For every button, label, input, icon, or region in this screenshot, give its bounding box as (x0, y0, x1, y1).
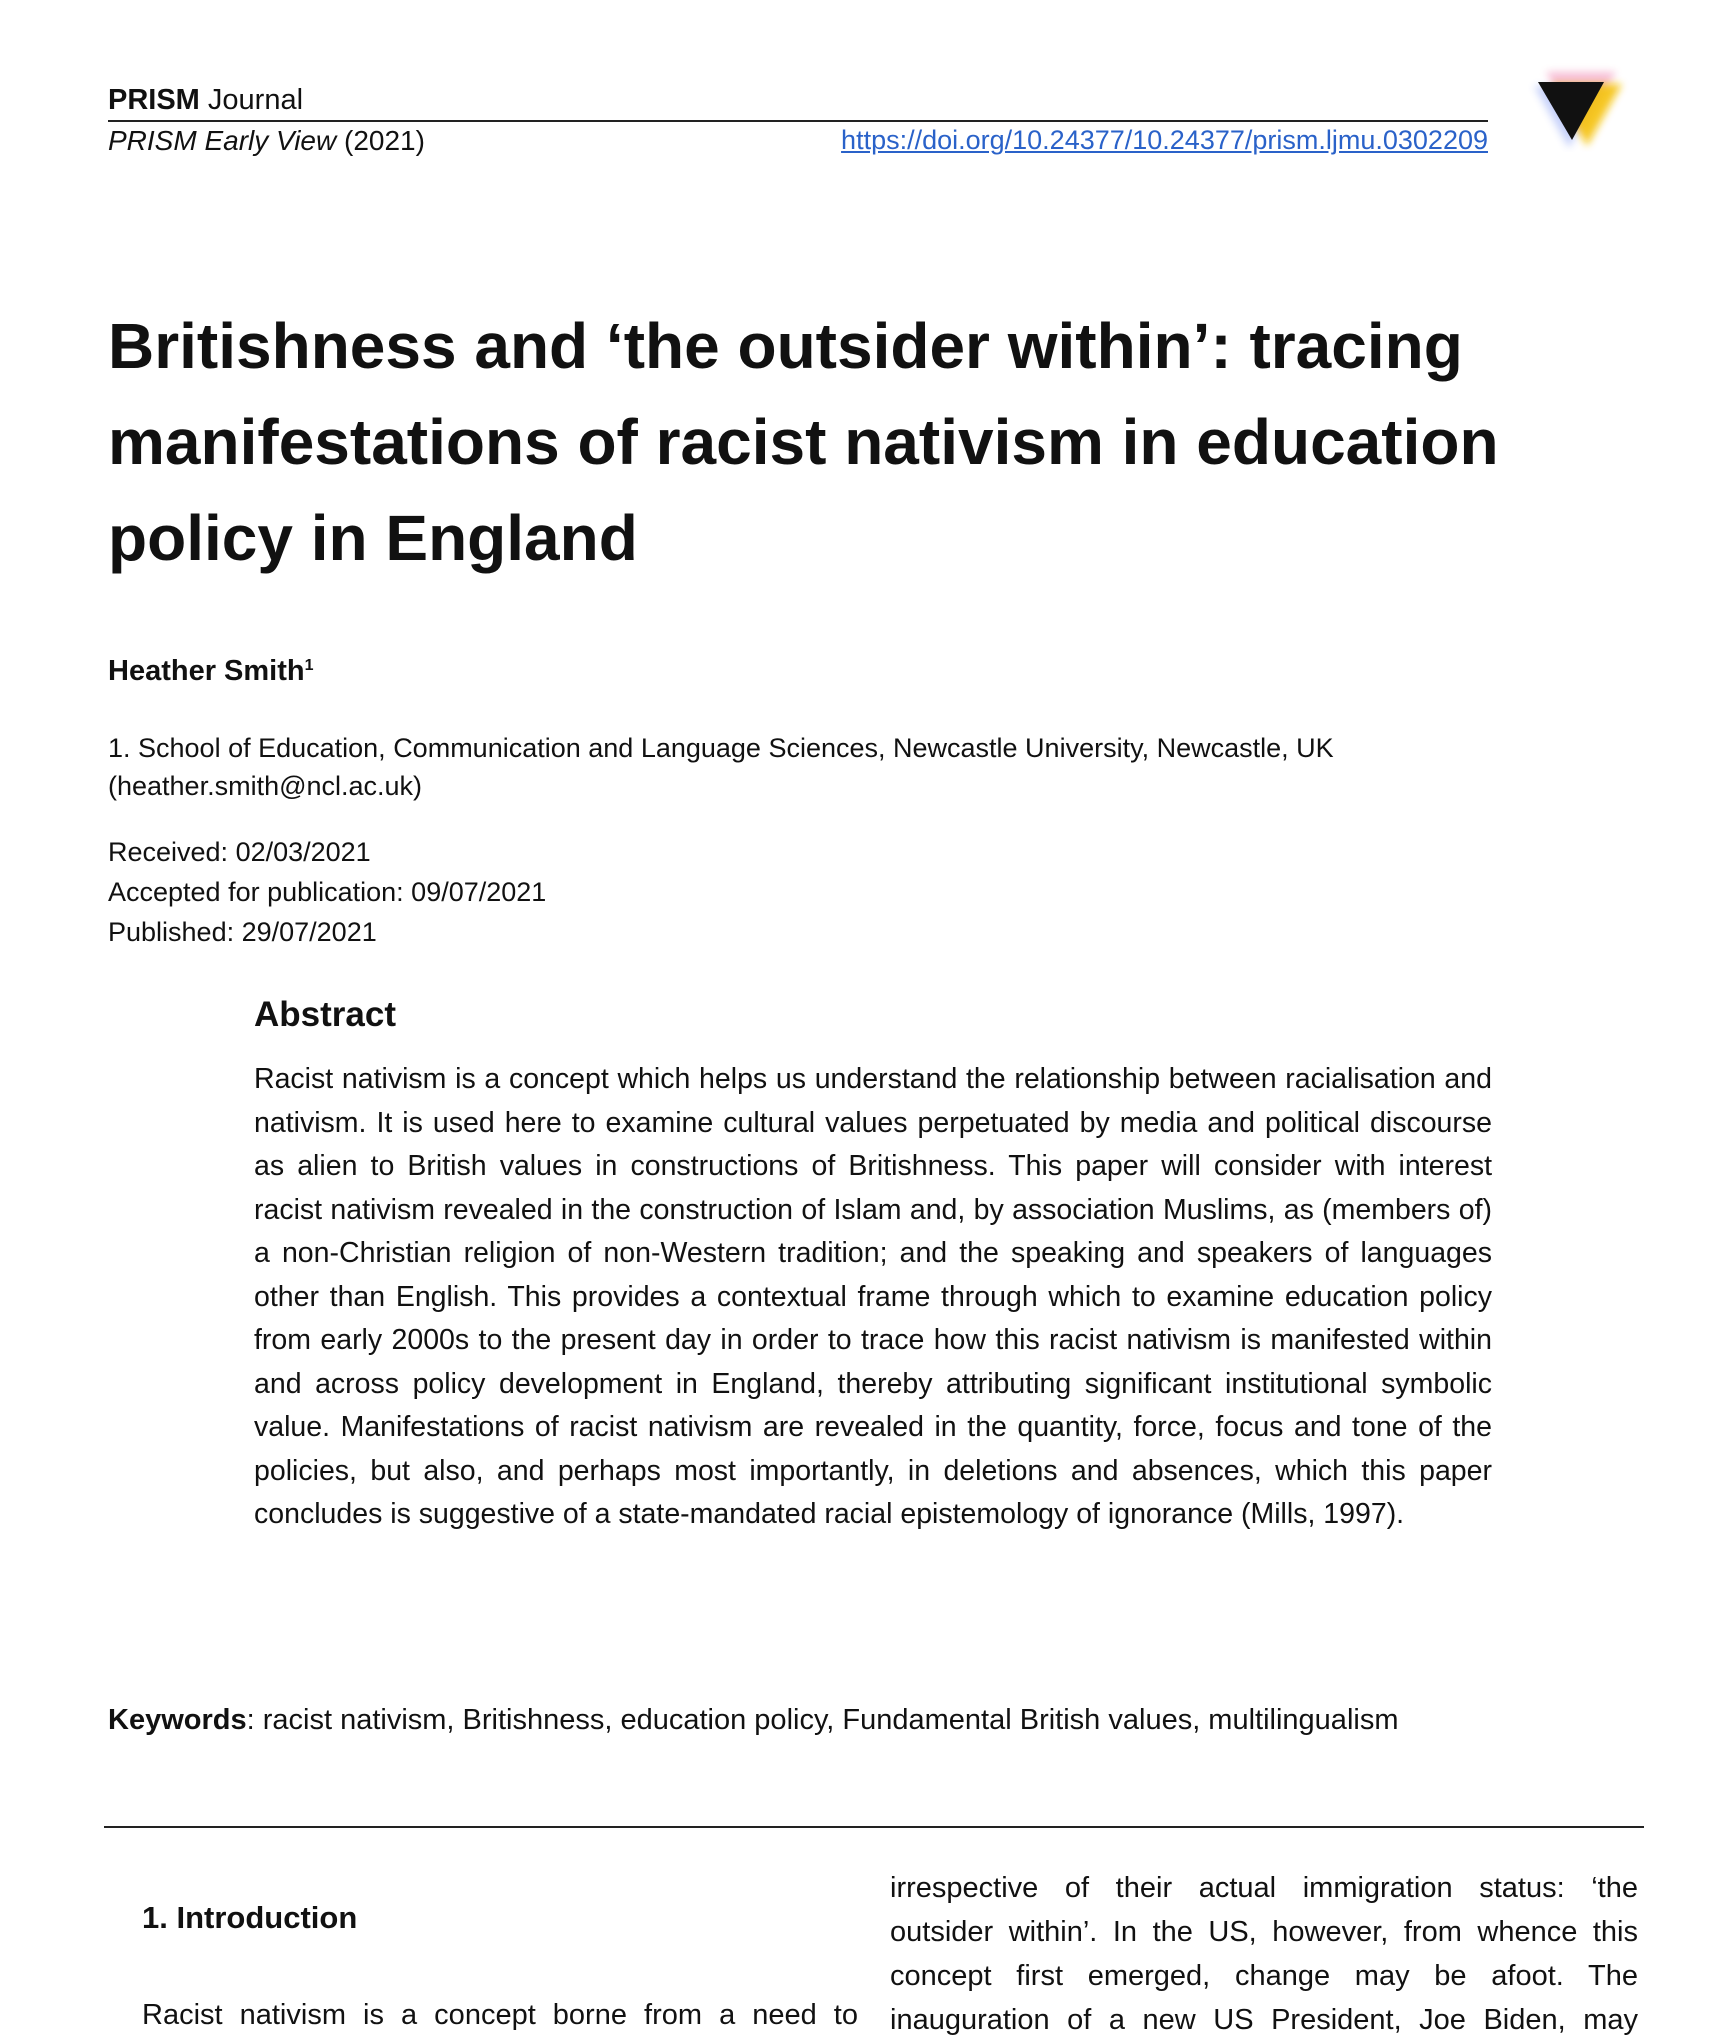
early-view-label (108, 125, 425, 157)
abstract-text: Racist nativism is a concept which helps us understand the relationship between racialisation and nativism. It is used here to examine cultural values perpetuated by media and political discourse as alien to British values in constructions of Britishness. This paper will consider with interest racist nativism revealed in the construction of Islam and, by association Muslims, as (members of) a non-Christian religion of non-Western tradition; and the speaking and speakers of languages other than English. This provides a contextual frame through which to examine education policy from early 2000s to the present day in order to trace how this racist nativism is manifested within and across policy development in England, thereby attributing significant institutional symbolic value. Manifestations of racist nativism are revealed in the quantity, force, focus and tone of the policies, but also, and perhaps most importantly, in deletions and absences, which this paper concludes is suggestive of a state-mandated racial epistemology of ignorance (Mills, 1997). (254, 1063, 1492, 1530)
abstract-heading: Abstract (254, 995, 396, 1034)
keywords-list: : racist nativism, Britishness, education policy, Fundamental British values, multilingualism (246, 1704, 1399, 1736)
introduction-left-column (142, 1993, 858, 2037)
section-divider (104, 1826, 1644, 1828)
affiliation (108, 729, 1334, 805)
affiliation-mark: 1 (304, 657, 314, 674)
introduction-right-line: inauguration of a new US President, Joe Biden, may (890, 2004, 1638, 2036)
accepted-date: Accepted for publication: 09/07/2021 (108, 877, 547, 907)
journal-name-bold: PRISM (108, 84, 200, 116)
journal-name (108, 84, 303, 117)
publication-dates (108, 832, 546, 952)
header-rule (108, 120, 1488, 122)
author-name-text: Heather Smith (108, 655, 305, 687)
introduction-right-column (890, 1866, 1638, 2042)
doi-link[interactable]: https://doi.org/10.24377/10.24377/prism.ljmu.0302209 (841, 125, 1488, 155)
introduction-right-line: concept first emerged, change may be afoot. The (890, 1960, 1638, 1992)
received-date: Received: 02/03/2021 (108, 837, 371, 867)
keywords-label: Keywords (108, 1704, 247, 1736)
published-date: Published: 29/07/2021 (108, 917, 377, 947)
affiliation-line: 1. School of Education, Communication and Language Sciences, Newcastle University, Newcastle, UK (108, 733, 1334, 763)
early-view-italic: PRISM Early View (108, 125, 337, 156)
introduction-right-line: outsider within’. In the US, however, from whence this (890, 1916, 1638, 1948)
introduction-right-line: irrespective of their actual immigration status: ‘the (890, 1872, 1638, 1904)
prism-triangle-logo-icon (1520, 62, 1630, 152)
author-email: (heather.smith@ncl.ac.uk) (108, 771, 423, 801)
introduction-heading: 1. Introduction (142, 1900, 358, 1935)
author-name (108, 655, 314, 688)
paper-title: Britishness and ‘the outsider within’: tracing manifestations of racist nativism in education policy in England (108, 310, 1499, 574)
introduction-left-line: Racist nativism is a concept borne from a need to (142, 1999, 858, 2031)
journal-name-rest: Journal (199, 84, 304, 116)
early-view-year: (2021) (336, 125, 425, 156)
keywords (108, 1704, 1398, 1737)
